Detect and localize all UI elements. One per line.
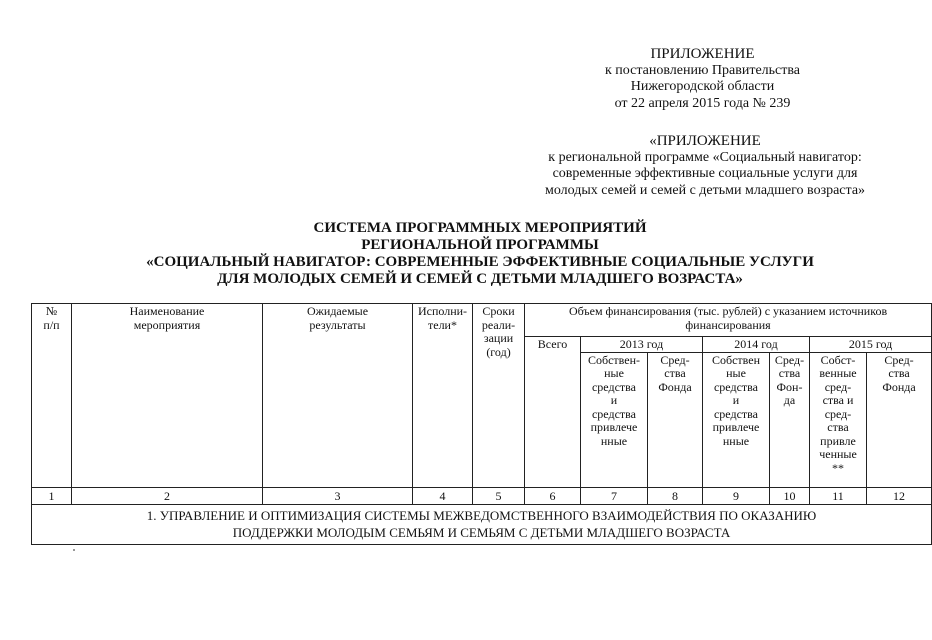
header-year-2015: 2015 год: [810, 337, 932, 353]
column-number: 11: [810, 487, 867, 505]
header-year-2014: 2014 год: [703, 337, 810, 353]
header-fund-2015: Сред- ства Фонда: [867, 352, 932, 487]
column-number: 10: [770, 487, 810, 505]
appendix-heading: ПРИЛОЖЕНИЕ: [650, 46, 755, 62]
appendix-line: к постановлению Правительства: [604, 62, 801, 78]
column-number: 2: [72, 487, 263, 505]
header-own-funds-2014: Собствен ные средства и средства привлече нные: [703, 352, 770, 487]
title-line: РЕГИОНАЛЬНОЙ ПРОГРАММЫ: [361, 237, 599, 253]
header-implementation-terms: Сроки реали- зации (год): [473, 304, 525, 488]
section-row: [32, 505, 932, 545]
column-number: 4: [413, 487, 473, 505]
column-number: 6: [525, 487, 581, 505]
column-number-row: [32, 487, 932, 505]
program-activities-table: [31, 303, 932, 545]
header-number: № п/п: [32, 304, 72, 488]
header-executors: Исполни- тели*: [413, 304, 473, 488]
section-heading: 1. УПРАВЛЕНИЕ И ОПТИМИЗАЦИЯ СИСТЕМЫ МЕЖВЕДОМСТВЕННОГО ВЗАИМОДЕЙСТВИЯ ПО ОКАЗАНИЮ ПОДДЕРЖКИ МОЛОДЫМ СЕМЬЯМ И СЕМЬЯМ С ДЕТЬМИ МЛАДШЕГО ВОЗРАСТА: [32, 505, 932, 545]
column-number: 3: [263, 487, 413, 505]
program-appendix-line: современные эффективные социальные услуги для: [552, 166, 858, 181]
program-appendix-line: молодых семей и семей с детьми младшего возраста»: [544, 182, 866, 198]
program-appendix-line: к региональной программе «Социальный навигатор:: [548, 149, 862, 165]
column-number: 1: [32, 487, 72, 505]
program-appendix: [520, 133, 890, 199]
title-line: «СОЦИАЛЬНЫЙ НАВИГАТОР: СОВРЕМЕННЫЕ ЭФФЕКТИВНЫЕ СОЦИАЛЬНЫЕ УСЛУГИ: [146, 254, 814, 270]
header-own-funds-2015: Собст- венные сред- ства и сред- ства привле ченные **: [810, 352, 867, 487]
appendix-line: Нижегородской области: [630, 79, 775, 94]
appendix-date-line: от 22 апреля 2015 года № 239: [614, 95, 791, 111]
document-title: [90, 220, 870, 288]
header-own-funds-2013: Собствен- ные средства и средства привлече нные: [581, 352, 648, 487]
government-decree-appendix: [560, 46, 845, 112]
column-number: 8: [648, 487, 703, 505]
header-expected-results: Ожидаемые результаты: [263, 304, 413, 488]
header-fund-2014: Сред- ства Фон- да: [770, 352, 810, 487]
column-number: 5: [473, 487, 525, 505]
program-appendix-heading: «ПРИЛОЖЕНИЕ: [649, 133, 761, 149]
column-number: 9: [703, 487, 770, 505]
header-total: Всего: [525, 337, 581, 488]
header-year-2013: 2013 год: [581, 337, 703, 353]
header-fund-2013: Сред- ства Фонда: [648, 352, 703, 487]
column-number: 7: [581, 487, 648, 505]
scan-speck: [73, 549, 75, 551]
header-activity-name: Наименование мероприятия: [72, 304, 263, 488]
column-number: 12: [867, 487, 932, 505]
title-line: СИСТЕМА ПРОГРАММНЫХ МЕРОПРИЯТИЙ: [313, 220, 647, 236]
title-line: ДЛЯ МОЛОДЫХ СЕМЕЙ И СЕМЕЙ С ДЕТЬМИ МЛАДШЕГО ВОЗРАСТА»: [217, 271, 743, 287]
header-financing: Объем финансирования (тыс. рублей) с указанием источников финансирования: [525, 304, 932, 337]
